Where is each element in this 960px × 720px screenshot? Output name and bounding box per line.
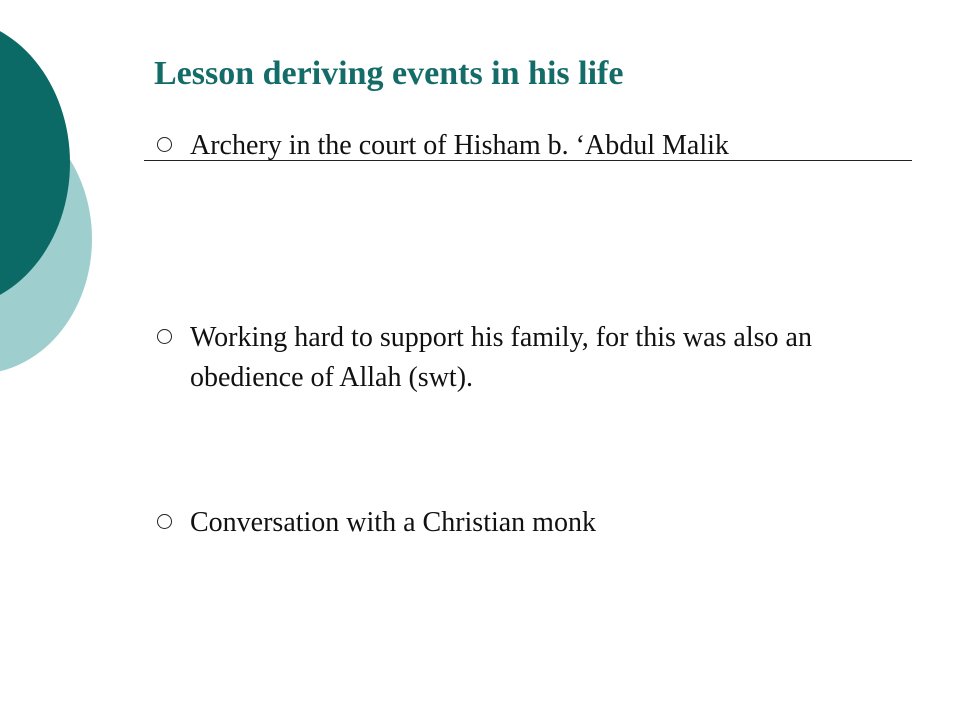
- bullet-text: Archery in the court of Hisham b. ‘Abdul Malik: [190, 130, 729, 161]
- slide-title: Lesson deriving events in his life: [154, 55, 624, 92]
- bullet-item-working-hard: [157, 318, 917, 398]
- bullet-item-conversation: [157, 503, 917, 543]
- bullet-text: Conversation with a Christian monk: [190, 507, 596, 538]
- hollow-circle-icon: [157, 137, 172, 152]
- bullet-item-archery: [157, 126, 917, 166]
- hollow-circle-icon: [157, 329, 172, 344]
- bullet-text: Working hard to support his family, for this was also an obedience of Allah (swt).: [190, 322, 812, 393]
- hollow-circle-icon: [157, 514, 172, 529]
